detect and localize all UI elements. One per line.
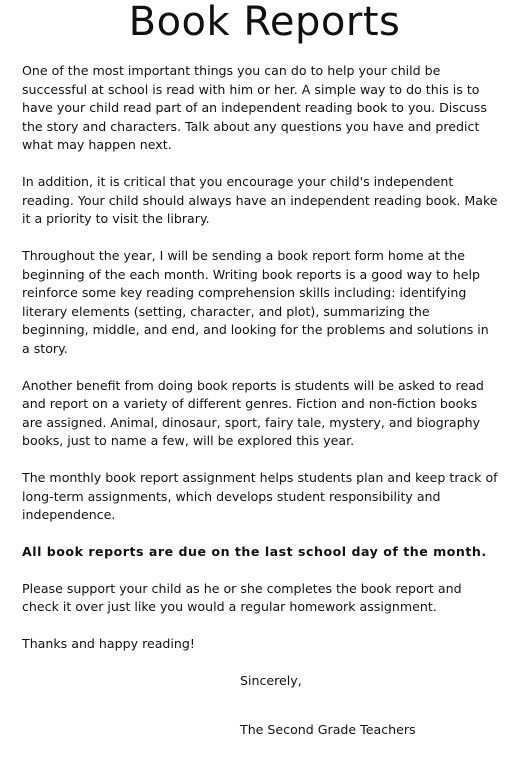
paragraph-support: Please support your child as he or she completes the book report and check it over just like you would a regular homework assignment. bbox=[22, 580, 462, 614]
page-title: Book Reports bbox=[128, 0, 401, 45]
paragraph-genres: Another benefit from doing book reports is students will be asked to read and report on a variety of different genres. Fiction and non-fiction books are assigned. Animal, dinosaur, sport, fairy tale, mystery, and biography books, just to name a few, will be explored this year. bbox=[22, 377, 484, 448]
due-date-notice: All book reports are due on the last school day of the month. bbox=[22, 544, 487, 559]
letter-body bbox=[22, 62, 498, 769]
paragraph-responsibility: The monthly book report assignment helps students plan and keep track of long-term assignments, which develops student responsibility and independence. bbox=[22, 470, 498, 522]
signature: The Second Grade Teachers bbox=[240, 721, 416, 737]
closing: Sincerely, bbox=[240, 673, 302, 688]
paragraph-reading-at-home: One of the most important things you can do to help your child be successful at school is read with him or her. A simple way to do this is to have your child read part of an independent reading book to you. Discuss the story and characters. Talk about any questions you have and predict what may happen next. bbox=[22, 63, 487, 152]
paragraph-independent-reading: In addition, it is critical that you encourage your child's independent reading. Your child should always have an independent reading book. Make it a priority to visit the library. bbox=[22, 174, 498, 226]
thanks-line: Thanks and happy reading! bbox=[22, 636, 195, 651]
paragraph-monthly-forms: Throughout the year, I will be sending a book report form home at the beginning of the each month. Writing book reports is a good way to help reinforce some key reading comprehension skills including: identifying literary elements (setting, character, and plot), summarizing the beginning, middle, and end, and looking for the problems and solutions in a story. bbox=[22, 248, 489, 356]
